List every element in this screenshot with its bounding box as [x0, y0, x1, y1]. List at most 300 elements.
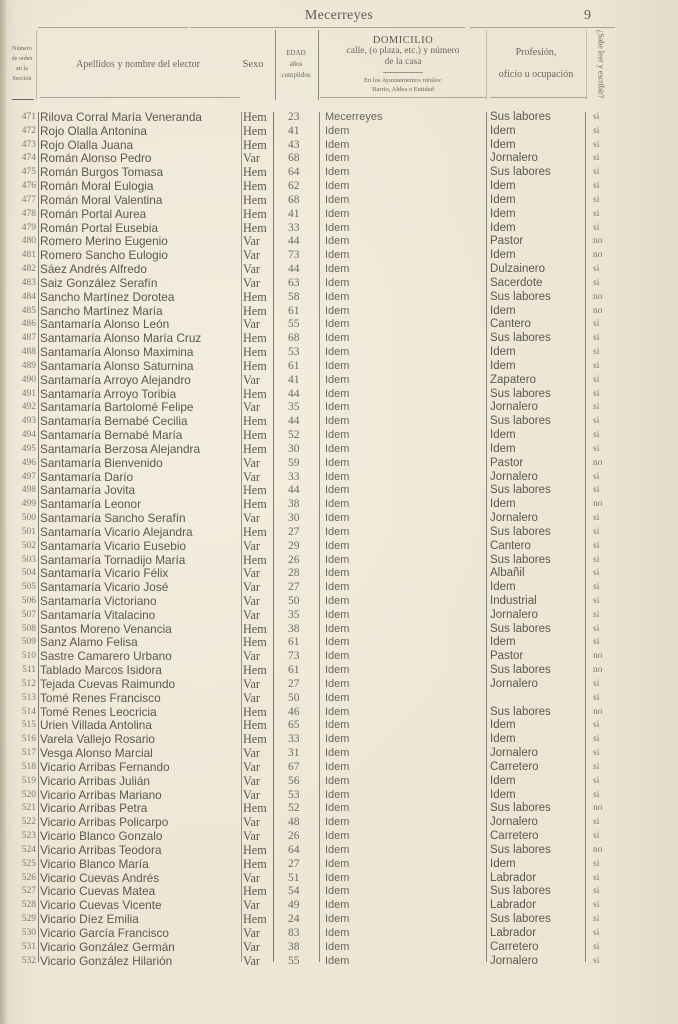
elector-age: 83 [288, 926, 300, 939]
elector-age: 33 [288, 733, 300, 746]
elector-age: 30 [288, 442, 300, 455]
elector-sex: Var [243, 870, 260, 885]
elector-profession: Labrador [490, 871, 537, 884]
elector-age: 44 [288, 484, 300, 497]
row-number: 486 [21, 319, 36, 330]
elector-age: 26 [288, 830, 300, 843]
table-row [0, 484, 678, 498]
elector-age: 35 [288, 401, 300, 414]
elector-domicile: Idem [325, 733, 350, 746]
header-text: Sección [12, 76, 32, 82]
elector-sex: Hem [243, 179, 267, 194]
elector-name: Santamaría Darío [40, 469, 134, 484]
row-number: 499 [21, 499, 36, 510]
elector-profession: Idem [490, 774, 516, 787]
elector-domicile: Idem [325, 940, 350, 953]
elector-age: 35 [288, 608, 300, 621]
table-row [0, 305, 678, 319]
elector-domicile: Idem [325, 788, 350, 801]
elector-age: 33 [288, 470, 300, 483]
elector-literacy: no [593, 803, 603, 814]
elector-name: Vicario Arribas Julián [40, 773, 150, 788]
row-number: 489 [21, 360, 36, 371]
elector-age: 50 [288, 594, 300, 607]
table-header [0, 30, 678, 98]
elector-domicile: Idem [325, 719, 350, 732]
table-row [0, 291, 678, 305]
elector-domicile: Idem [325, 263, 350, 276]
elector-domicile: Idem [325, 235, 350, 248]
elector-literacy: si [593, 831, 600, 842]
elector-sex: Hem [243, 635, 267, 650]
elector-sex: Hem [243, 704, 267, 719]
elector-literacy: si [593, 914, 600, 925]
elector-name: Vesga Alonso Marcial [40, 746, 153, 761]
elector-age: 73 [288, 249, 300, 262]
elector-name: Santamaría Bienvenido [40, 455, 163, 470]
elector-name: Román Alonso Pedro [40, 151, 152, 166]
elector-name: Santamaría Vicario Eusebio [40, 538, 187, 553]
elector-age: 56 [288, 774, 300, 787]
row-number: 484 [21, 291, 36, 302]
elector-literacy: si [593, 112, 600, 122]
elector-sex: Hem [243, 123, 267, 138]
elector-age: 58 [288, 290, 300, 303]
title-rule [470, 27, 615, 28]
elector-literacy: si [593, 402, 600, 413]
elector-profession: Pastor [490, 650, 524, 663]
row-number: 490 [21, 374, 36, 385]
elector-domicile: Idem [325, 512, 350, 525]
row-number: 493 [21, 416, 36, 427]
elector-name: Sancho Martínez María [40, 303, 163, 318]
row-number: 508 [21, 623, 36, 634]
elector-domicile: Idem [325, 899, 350, 912]
table-row [0, 180, 678, 194]
elector-age: 49 [288, 899, 300, 912]
table-row [0, 222, 678, 236]
elector-sex: Hem [243, 663, 267, 678]
row-number: 480 [21, 236, 36, 247]
elector-domicile: Idem [325, 636, 350, 649]
elector-name: Santamaría Bartolomé Felipe [40, 400, 194, 415]
elector-sex: Var [243, 275, 260, 290]
elector-sex: Var [243, 746, 260, 761]
elector-profession: Idem [490, 180, 516, 193]
row-number: 531 [21, 941, 36, 952]
elector-name: Vicario Blanco María [40, 856, 149, 871]
elector-name: Sastre Camarero Urbano [40, 649, 172, 664]
row-number: 488 [21, 347, 36, 358]
elector-domicile: Idem [325, 373, 350, 386]
row-number: 519 [21, 775, 36, 786]
elector-domicile: Idem [325, 180, 350, 193]
elector-sex: Var [243, 676, 260, 691]
elector-profession: Sacerdote [490, 276, 543, 289]
elector-age: 46 [288, 705, 300, 718]
elector-sex: Var [243, 593, 260, 608]
row-number: 474 [21, 153, 36, 164]
elector-literacy: si [593, 748, 600, 759]
column-rule [486, 30, 487, 100]
elector-profession: Jornalero [490, 816, 538, 829]
row-number: 506 [21, 595, 36, 606]
table-row [0, 678, 678, 692]
elector-literacy: no [593, 291, 603, 302]
elector-name: Santamaría Berzosa Alejandra [40, 441, 201, 456]
column-rule [36, 30, 37, 100]
elector-domicile: Idem [325, 290, 350, 303]
elector-domicile: Idem [325, 193, 350, 206]
row-number: 516 [21, 734, 36, 745]
elector-sex: Var [243, 317, 260, 332]
elector-sex: Var [243, 829, 260, 844]
table-row [0, 941, 678, 955]
row-number: 509 [21, 637, 36, 648]
elector-name: Santamaría Vicario Alejandra [40, 524, 193, 539]
elector-name: Santamaría Bernabé María [40, 428, 183, 443]
elector-sex: Hem [243, 801, 267, 816]
elector-literacy: si [593, 526, 600, 537]
table-row [0, 471, 678, 485]
elector-sex: Hem [243, 441, 267, 456]
table-row [0, 360, 678, 374]
elector-name: Varela Vallejo Rosario [40, 732, 155, 747]
elector-literacy: no [593, 236, 603, 247]
table-row [0, 733, 678, 747]
elector-name: Santamaría Leonor [40, 497, 141, 512]
elector-age: 27 [288, 525, 300, 538]
elector-age: 38 [288, 940, 300, 953]
elector-age: 43 [288, 138, 300, 151]
elector-literacy: si [593, 817, 600, 828]
elector-domicile: Idem [325, 456, 350, 469]
elector-sex: Hem [243, 331, 267, 346]
elector-profession: Labrador [490, 926, 537, 939]
elector-sex: Var [243, 925, 260, 940]
row-number: 472 [21, 125, 36, 136]
elector-literacy: si [593, 554, 600, 565]
table-row [0, 554, 678, 568]
elector-name: Tejada Cuevas Raimundo [40, 676, 176, 691]
elector-profession: Sus labores [490, 622, 551, 635]
row-number: 529 [21, 914, 36, 925]
elector-literacy: si [593, 568, 600, 579]
row-number: 503 [21, 554, 36, 565]
elector-profession: Jornalero [490, 470, 538, 483]
row-number: 515 [21, 720, 36, 731]
elector-sex: Var [243, 649, 260, 664]
row-number: 497 [21, 471, 36, 482]
header-literacy-column [586, 30, 614, 98]
elector-age: 27 [288, 677, 300, 690]
table-row [0, 443, 678, 457]
elector-name: Vicario Arribas Fernando [40, 759, 170, 774]
elector-literacy: si [593, 623, 600, 634]
elector-age: 62 [288, 180, 300, 193]
elector-sex: Hem [243, 165, 267, 180]
header-number-column [8, 30, 36, 98]
row-number: 511 [22, 665, 36, 676]
header-text: Profesión, [515, 47, 557, 58]
header-text: de la casa [384, 56, 422, 67]
elector-profession: Idem [490, 207, 516, 220]
elector-profession: Zapatero [490, 373, 537, 386]
elector-list [0, 111, 678, 968]
elector-age: 68 [288, 193, 300, 206]
table-row [0, 830, 678, 844]
elector-name: Román Burgos Tomasa [40, 165, 164, 180]
elector-sex: Var [243, 759, 260, 774]
elector-age: 59 [288, 456, 300, 469]
row-number: 485 [21, 305, 36, 316]
elector-literacy: si [593, 319, 600, 330]
elector-profession: Idem [490, 429, 516, 442]
header-text: en la [16, 66, 28, 72]
elector-profession: Carretero [490, 940, 539, 953]
row-number: 520 [21, 789, 36, 800]
elector-profession: Idem [490, 581, 516, 594]
elector-profession: Idem [490, 442, 516, 455]
table-row [0, 540, 678, 554]
elector-literacy: si [593, 720, 600, 731]
elector-profession: Sus labores [490, 332, 551, 345]
elector-name: Santamaría Arroyo Alejandro [40, 372, 191, 387]
elector-literacy: si [593, 360, 600, 371]
elector-domicile: Idem [325, 691, 350, 704]
elector-age: 44 [288, 387, 300, 400]
elector-age: 53 [288, 346, 300, 359]
row-number: 492 [21, 402, 36, 413]
elector-age: 38 [288, 498, 300, 511]
elector-literacy: si [593, 582, 600, 593]
elector-age: 64 [288, 843, 300, 856]
elector-name: Santamaría Arroyo Toribia [40, 386, 177, 401]
elector-literacy: si [593, 789, 600, 800]
elector-domicile: Idem [325, 387, 350, 400]
elector-profession: Sus labores [490, 553, 551, 566]
elector-domicile: Idem [325, 470, 350, 483]
table-row [0, 789, 678, 803]
elector-domicile: Idem [325, 802, 350, 815]
elector-age: 53 [288, 788, 300, 801]
elector-literacy: si [593, 430, 600, 441]
elector-name: Sanz Alamo Felisa [40, 635, 138, 650]
elector-name: Vicario Cuevas Matea [40, 884, 156, 899]
elector-profession: Sus labores [490, 290, 551, 303]
elector-sex: Hem [243, 552, 267, 567]
elector-profession: Sus labores [490, 111, 551, 123]
table-row [0, 609, 678, 623]
row-number: 478 [21, 208, 36, 219]
page-number: 9 [584, 8, 591, 23]
elector-literacy: si [593, 167, 600, 178]
row-number: 518 [21, 761, 36, 772]
elector-literacy: si [593, 333, 600, 344]
elector-name: Vicario Arribas Petra [40, 801, 148, 816]
elector-literacy: no [593, 250, 603, 261]
row-number: 477 [21, 194, 36, 205]
elector-domicile: Idem [325, 843, 350, 856]
elector-literacy: si [593, 181, 600, 192]
row-number: 476 [21, 181, 36, 192]
elector-sex: Var [243, 248, 260, 263]
elector-age: 52 [288, 802, 300, 815]
table-row [0, 498, 678, 512]
elector-name: Román Moral Valentina [40, 192, 163, 207]
row-number: 494 [21, 430, 36, 441]
table-row [0, 927, 678, 941]
header-text: años [289, 59, 303, 68]
elector-profession: Pastor [490, 456, 524, 469]
elector-name: Vicario Cuevas Vicente [40, 898, 162, 913]
elector-literacy: si [593, 277, 600, 288]
elector-name: Román Moral Eulogia [40, 179, 154, 194]
elector-domicile: Idem [325, 221, 350, 234]
elector-name: Vicario Arribas Teodora [40, 842, 162, 857]
elector-profession: Carretero [490, 760, 539, 773]
table-row [0, 346, 678, 360]
header-text: cumplidos [281, 70, 311, 79]
elector-profession: Carretero [490, 830, 539, 843]
elector-sex: Var [243, 815, 260, 830]
table-row [0, 692, 678, 706]
elector-profession: Labrador [490, 899, 537, 912]
elector-profession: Idem [490, 138, 516, 151]
table-row [0, 401, 678, 415]
table-row [0, 955, 678, 969]
elector-name: Vicario González Hilarión [40, 953, 173, 968]
elector-profession: Jornalero [490, 608, 538, 621]
elector-name: Rojo Olalla Juana [40, 137, 134, 152]
elector-profession: Idem [490, 304, 516, 317]
elector-domicile: Idem [325, 318, 350, 331]
elector-literacy: no [593, 305, 603, 316]
table-row [0, 567, 678, 581]
elector-literacy: no [593, 706, 603, 717]
table-row [0, 872, 678, 886]
elector-profession: Idem [490, 636, 516, 649]
elector-literacy: si [593, 955, 600, 966]
table-row [0, 816, 678, 830]
elector-sex: Hem [243, 621, 267, 636]
elector-age: 61 [288, 664, 300, 677]
elector-domicile: Idem [325, 594, 350, 607]
elector-domicile: Idem [325, 304, 350, 317]
table-row [0, 429, 678, 443]
elector-literacy: si [593, 513, 600, 524]
elector-domicile: Idem [325, 650, 350, 663]
elector-profession: Idem [490, 788, 516, 801]
elector-profession: Idem [490, 359, 516, 372]
row-number: 481 [21, 250, 36, 261]
elector-name: Tomé Renes Francisco [40, 690, 161, 705]
elector-domicile: Idem [325, 871, 350, 884]
elector-age: 33 [288, 221, 300, 234]
header-text: de orden [11, 56, 33, 62]
elector-age: 61 [288, 304, 300, 317]
header-rule [490, 97, 586, 98]
elector-domicile: Idem [325, 608, 350, 621]
elector-name: Santos Moreno Venancia [40, 621, 172, 636]
elector-name: Romero Sancho Eulogio [40, 248, 168, 263]
table-row [0, 761, 678, 775]
elector-domicile: Idem [325, 913, 350, 926]
elector-name: Santamaría Bernabé Cecilia [40, 414, 188, 429]
elector-sex: Var [243, 400, 260, 415]
elector-name: Sancho Martínez Dorotea [40, 289, 175, 304]
table-row [0, 581, 678, 595]
elector-age: 63 [288, 276, 300, 289]
elector-name: Vicario Díez Emilia [40, 912, 139, 927]
elector-literacy: si [593, 388, 600, 399]
elector-sex: Hem [243, 110, 267, 124]
elector-profession: Sus labores [490, 415, 551, 428]
elector-profession: Jornalero [490, 152, 538, 165]
elector-sex: Hem [243, 192, 267, 207]
elector-age: 48 [288, 816, 300, 829]
header-text: EDAD [286, 48, 306, 57]
elector-domicile: Idem [325, 926, 350, 939]
elector-age: 23 [288, 111, 300, 123]
table-row [0, 650, 678, 664]
elector-age: 27 [288, 857, 300, 870]
header-text: calle, (o plaza, etc.) y número [346, 45, 460, 56]
row-number: 532 [21, 955, 36, 966]
elector-name: Sáez Andrés Alfredo [40, 262, 147, 277]
elector-name: Román Portal Eusebia [40, 220, 159, 235]
elector-sex: Var [243, 787, 260, 802]
elector-name: Tomé Renes Leocricia [40, 704, 157, 719]
elector-profession: Jornalero [490, 512, 538, 525]
table-row [0, 139, 678, 153]
elector-literacy: si [593, 872, 600, 883]
elector-name: Vicario Arribas Mariano [40, 787, 162, 802]
elector-profession: Sus labores [490, 913, 551, 926]
elector-literacy: si [593, 194, 600, 205]
elector-literacy: si [593, 485, 600, 496]
elector-age: 61 [288, 359, 300, 372]
elector-domicile: Idem [325, 664, 350, 677]
table-row [0, 125, 678, 139]
elector-domicile: Idem [325, 553, 350, 566]
elector-domicile: Idem [325, 747, 350, 760]
elector-domicile: Idem [325, 525, 350, 538]
row-number: 507 [21, 609, 36, 620]
elector-domicile: Idem [325, 705, 350, 718]
elector-profession: Dulzainero [490, 263, 545, 276]
table-row [0, 208, 678, 222]
elector-literacy: si [593, 637, 600, 648]
elector-profession: Idem [490, 498, 516, 511]
elector-literacy: si [593, 374, 600, 385]
table-row [0, 719, 678, 733]
elector-domicile: Idem [325, 276, 350, 289]
elector-literacy: si [593, 443, 600, 454]
table-row [0, 374, 678, 388]
elector-literacy: si [593, 540, 600, 551]
elector-name: Santamaría Sancho Serafín [40, 511, 186, 526]
elector-age: 64 [288, 166, 300, 179]
header-separator [383, 72, 423, 73]
elector-literacy: no [593, 844, 603, 855]
elector-sex: Hem [243, 842, 267, 857]
elector-literacy: no [593, 499, 603, 510]
elector-domicile: Idem [325, 774, 350, 787]
elector-sex: Hem [243, 483, 267, 498]
elector-age: 50 [288, 691, 300, 704]
row-number: 524 [21, 844, 36, 855]
